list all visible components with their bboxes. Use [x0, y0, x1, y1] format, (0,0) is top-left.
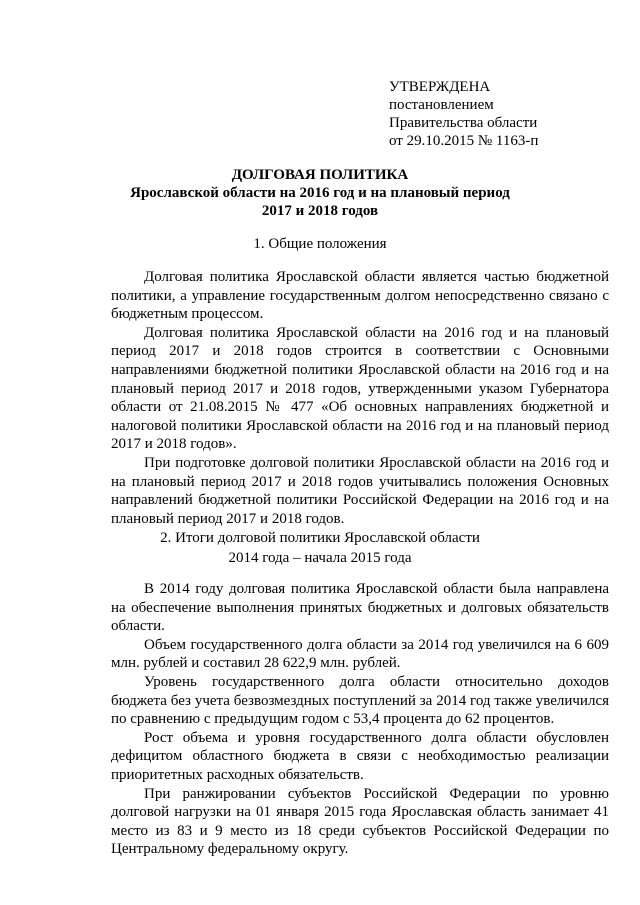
paragraph: Объем государственного долга области за 2014 год увеличился на 6 609 млн. рублей и составил 28 622,9 млн. рублей. [111, 636, 609, 672]
paragraph: Рост объема и уровня государственного долга области обусловлен дефицитом областного бюджета в связи с необходимостью реализации приоритетных расходных обязательств. [111, 729, 609, 783]
section-1-body [111, 268, 609, 528]
paragraph: При подготовке долговой политики Ярославской области на 2016 год и на плановый период 2017 и 2018 годов учитывались положения Основных направлений бюджетной политики Российской Федерации на 2016 год и на плановый период 2017 и 2018 годов. [111, 454, 609, 527]
approval-authority: Правительства области [389, 115, 538, 131]
approval-resolution: постановлением [389, 97, 494, 113]
paragraph: Долговая политика Ярославской области является частью бюджетной политики, а управление государственным долгом непосредственно связано с бюджетным процессом. [111, 269, 609, 323]
section-2-heading [0, 528, 640, 568]
approval-date-number: от 29.10.2015 № 1163-п [389, 133, 539, 149]
paragraph: В 2014 году долговая политика Ярославской области была направлена на обеспечение выполнения принятых бюджетных и долговых обязательств области. [111, 581, 609, 635]
section-2-heading-line-2: 2014 года – начала 2015 года [228, 550, 412, 566]
section-2-body [111, 580, 609, 859]
section-2-heading-line-1: 2. Итоги долговой политики Ярославской области [160, 530, 480, 546]
section-1-heading: 1. Общие положения [253, 236, 387, 252]
document-title [0, 166, 640, 220]
approval-stamp [389, 78, 538, 150]
title-line-1: ДОЛГОВАЯ ПОЛИТИКА [231, 167, 409, 183]
paragraph: Долговая политика Ярославской области на 2016 год и на плановый период 2017 и 2018 годов строится в соответствии с Основными направлениями бюджетной политики Ярославской области на 2016 год и на плановый период 2017 и 2018 годов, утвержденными указом Губернатора области от 21.08.2015 № 477 «Об основных направлениях бюджетной и налоговой политики Ярославской области на 2016 год и на плановый период 2017 и 2018 годов». [111, 324, 609, 453]
paragraph: Уровень государственного долга области относительно доходов бюджета без учета безвозмездных поступлений за 2014 год также увеличился по сравнению с предыдущим годом с 53,4 процента до 62 процентов. [111, 673, 609, 728]
paragraph: При ранжировании субъектов Российской Федерации по уровню долговой нагрузки на 01 января 2015 года Ярославская область занимает 41 место из 83 и 9 место из 18 среди субъектов Российской Федерации по Центральному федеральному округу. [111, 785, 609, 858]
title-line-3: 2017 и 2018 годов [261, 203, 379, 219]
approval-label: УТВЕРЖДЕНА [389, 79, 491, 95]
title-line-2: Ярославской области на 2016 год и на плановый период [130, 185, 510, 201]
